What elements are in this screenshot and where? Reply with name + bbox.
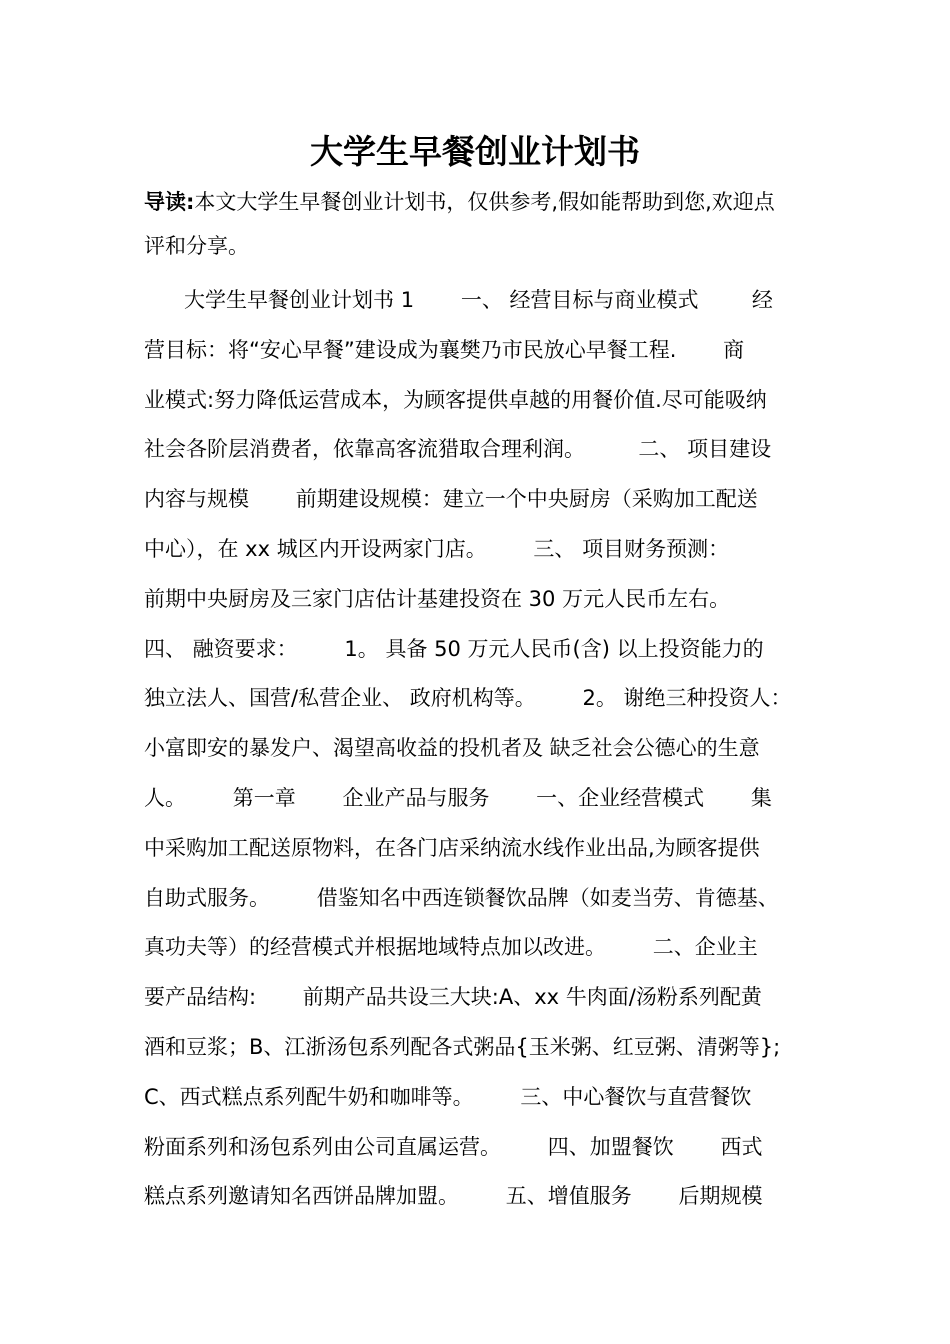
intro-paragraph: [144, 180, 816, 268]
text-line: 糕点系列邀请知名西饼品牌加盟。 五、增值服务 后期规模: [144, 1184, 763, 1209]
text-line: 小富即安的暴发户、渴望高收益的投机者及 缺乏社会公德心的生意: [144, 736, 760, 761]
text-line: 营目标：将“安心早餐”建设成为襄樊乃市民放心早餐工程. 商: [144, 337, 745, 362]
text-line: 四、 融资要求： 1。 具备 50 万元人民币(含) 以上投资能力的: [144, 636, 764, 661]
intro-line-1: [144, 180, 816, 224]
text-line: 社会各阶层消费者，依靠高客流猎取合理利润。 二、 项目建设: [144, 437, 772, 462]
body-text: [144, 280, 816, 1226]
text-line: 真功夫等）的经营模式并根据地域特点加以改进。 二、企业主: [144, 935, 758, 960]
intro-line-2: 评和分享。: [144, 234, 249, 258]
intro-label: 导读:: [144, 190, 195, 214]
text-line: 独立法人、国营/私营企业、 政府机构等。 2。 谢绝三种投资人：: [144, 686, 792, 711]
text-line: 中采购加工配送原物料，在各门店采纳流水线作业出品,为顾客提供: [144, 835, 760, 860]
text-line: 内容与规模 前期建设规模：建立一个中央厨房（采购加工配送: [144, 487, 758, 512]
text-line: 自助式服务。 借鉴知名中西连锁餐饮品牌（如麦当劳、肯德基、: [144, 885, 779, 910]
text-line: 人。 第一章 企业产品与服务 一、企业经营模式 集: [144, 785, 772, 810]
text-line: 前期中央厨房及三家门店估计基建投资在 30 万元人民币左右。: [144, 586, 731, 611]
text-line: 大学生早餐创业计划书 1 一、 经营目标与商业模式 经: [144, 288, 773, 312]
text-line: 粉面系列和汤包系列由公司直属运营。 四、加盟餐饮 西式: [144, 1134, 763, 1159]
intro-text: 本文大学生早餐创业计划书，仅供参考,假如能帮助到您,欢迎点: [194, 190, 775, 214]
text-line: 中心），在 xx 城区内开设两家门店。 三、 项目财务预测：: [144, 536, 730, 561]
text-line: 业模式:努力降低运营成本，为顾客提供卓越的用餐价值.尽可能吸纳: [144, 387, 767, 412]
text-line: 酒和豆浆；B、江浙汤包系列配各式粥品{玉米粥、红豆粥、清粥等};: [144, 1034, 781, 1059]
document-title: 大学生早餐创业计划书: [310, 132, 640, 171]
text-line: C、西式糕点系列配牛奶和咖啡等。 三、中心餐饮与直营餐饮: [144, 1084, 752, 1109]
text-line: 要产品结构: 前期产品共设三大块:A、xx 牛肉面/汤粉系列配黄: [144, 985, 762, 1010]
